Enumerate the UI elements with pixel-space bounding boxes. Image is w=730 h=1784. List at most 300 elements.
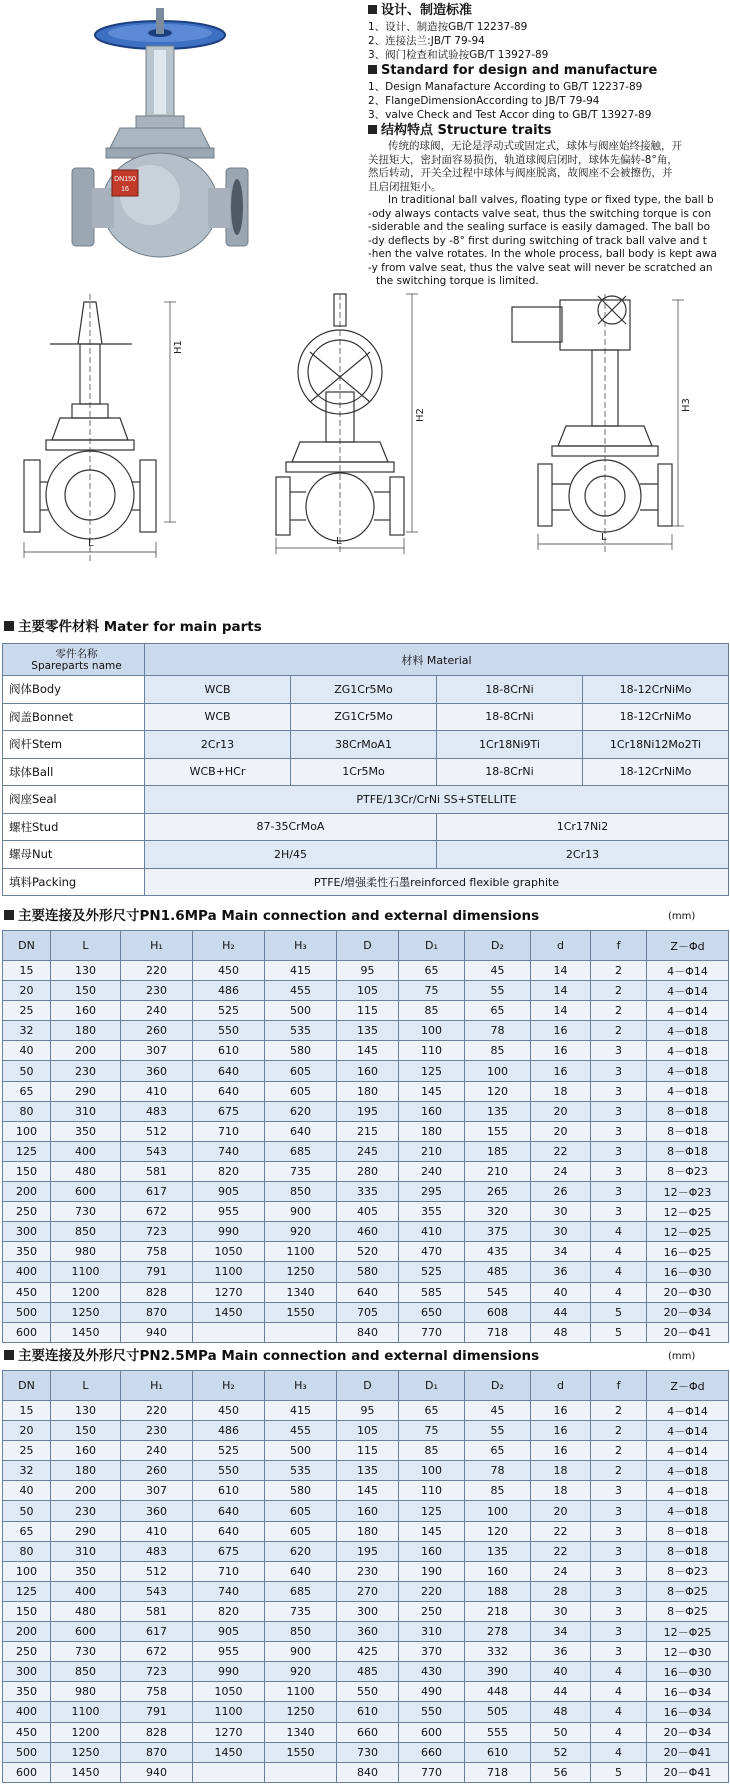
table-row	[3, 1101, 729, 1121]
table-cell: 3	[591, 1581, 647, 1601]
table-cell: 12－Φ25	[647, 1222, 729, 1242]
drawing-handwheel	[24, 294, 176, 562]
table-cell: 34	[531, 1622, 591, 1642]
table-cell: 20－Φ34	[647, 1302, 729, 1322]
table-cell: 25	[3, 1001, 51, 1021]
table-row	[3, 1021, 729, 1041]
table-cell: 955	[193, 1642, 265, 1662]
table-cell: 20－Φ30	[647, 1282, 729, 1302]
table-cell: 16	[531, 1441, 591, 1461]
table-cell: 40	[531, 1282, 591, 1302]
table-cell: 1250	[51, 1742, 121, 1762]
table-cell: 1200	[51, 1722, 121, 1742]
table-cell: 50	[3, 1501, 51, 1521]
table-cell: 95	[337, 961, 399, 981]
table-cell: 18	[531, 1081, 591, 1101]
table-cell: 85	[399, 1441, 465, 1461]
table-row	[3, 1622, 729, 1642]
table-cell: 1450	[51, 1322, 121, 1342]
table-cell: 265	[465, 1182, 531, 1202]
table-cell: 20－Φ34	[647, 1722, 729, 1742]
table-cell: 608	[465, 1302, 531, 1322]
column-header: d	[531, 931, 591, 961]
table-cell: 430	[399, 1662, 465, 1682]
table-cell: 640	[193, 1521, 265, 1541]
column-header: D₂	[465, 931, 531, 961]
table-cell: 105	[337, 981, 399, 1001]
material-cell: 2H/45	[145, 841, 437, 869]
table-cell: 4	[591, 1742, 647, 1762]
technical-drawings	[0, 292, 730, 602]
material-cell: ZG1Cr5Mo	[291, 676, 437, 704]
table-cell: 240	[399, 1161, 465, 1181]
table-cell: 3	[591, 1061, 647, 1081]
table-cell: 8－Φ25	[647, 1581, 729, 1601]
table-cell: 900	[265, 1642, 337, 1662]
table-cell: 115	[337, 1001, 399, 1021]
table-cell: 920	[265, 1222, 337, 1242]
table-cell: 355	[399, 1202, 465, 1222]
table-cell: 15	[3, 961, 51, 981]
table-row	[3, 1601, 729, 1621]
table-cell: 685	[265, 1141, 337, 1161]
table-cell: 486	[193, 981, 265, 1001]
table-cell: 160	[399, 1101, 465, 1121]
table-cell: 791	[121, 1262, 193, 1282]
table-cell: 160	[337, 1501, 399, 1521]
table-cell: 360	[121, 1061, 193, 1081]
table-cell: 650	[399, 1302, 465, 1322]
table-cell: 2	[591, 961, 647, 981]
traits-en-line: -dy deflects by -8° first during switching of track ball valve and t	[368, 234, 707, 247]
table-cell: 730	[337, 1742, 399, 1762]
table-cell: 460	[337, 1222, 399, 1242]
table-cell: 850	[51, 1222, 121, 1242]
table-cell: 85	[399, 1001, 465, 1021]
table-cell: 483	[121, 1101, 193, 1121]
table-cell: 200	[51, 1481, 121, 1501]
table-cell: 135	[337, 1461, 399, 1481]
table-cell: 1550	[265, 1742, 337, 1762]
table-cell: 500	[265, 1001, 337, 1021]
table-cell: 620	[265, 1541, 337, 1561]
table-row	[3, 1441, 729, 1461]
column-header: D₂	[465, 1371, 531, 1401]
table-cell: 44	[531, 1682, 591, 1702]
table-cell: 5	[591, 1762, 647, 1782]
table-cell: 390	[465, 1662, 531, 1682]
table-cell: 100	[399, 1461, 465, 1481]
table-row	[3, 1461, 729, 1481]
table-cell: 870	[121, 1302, 193, 1322]
table-cell: 135	[465, 1541, 531, 1561]
pn16-dimension-table	[2, 930, 729, 1343]
column-header: H₂	[193, 931, 265, 961]
table-row	[3, 1702, 729, 1722]
table-cell: 2	[591, 1421, 647, 1441]
table-cell: 400	[3, 1262, 51, 1282]
table-cell: 22	[531, 1521, 591, 1541]
h3-label: H3	[681, 398, 692, 412]
table-cell: 512	[121, 1121, 193, 1141]
nameplate-pn: 16	[121, 186, 129, 193]
table-cell: 1270	[193, 1282, 265, 1302]
traits-cn-line: 传统的球阀，无论是浮动式或固定式，球体与阀座始终接触，开	[388, 140, 682, 152]
table-cell: 260	[121, 1461, 193, 1481]
table-cell: 115	[337, 1441, 399, 1461]
table-row	[3, 961, 729, 981]
table-row	[3, 1662, 729, 1682]
material-cell: 1Cr17Ni2	[437, 813, 729, 841]
table-cell: 605	[265, 1501, 337, 1521]
table-cell: 450	[193, 1401, 265, 1421]
table-cell: 730	[51, 1642, 121, 1662]
table-cell: 620	[265, 1101, 337, 1121]
table-cell: 1450	[193, 1302, 265, 1322]
table-cell: 220	[121, 961, 193, 981]
table-cell: 1200	[51, 1282, 121, 1302]
table-row	[3, 1061, 729, 1081]
table-cell: 550	[399, 1702, 465, 1722]
table-cell: 600	[51, 1182, 121, 1202]
table-cell: 3	[591, 1202, 647, 1222]
design-cn-line: 1、设计、制造按GB/T 12237-89	[368, 21, 528, 33]
table-cell: 375	[465, 1222, 531, 1242]
table-cell: 1100	[51, 1702, 121, 1722]
column-header: d	[531, 1371, 591, 1401]
table-cell: 230	[337, 1561, 399, 1581]
table-cell: 770	[399, 1322, 465, 1342]
column-header: Z－Φd	[647, 1371, 729, 1401]
table-row	[3, 1642, 729, 1662]
table-cell: 20	[3, 981, 51, 1001]
table-cell: 3	[591, 1161, 647, 1181]
table-cell: 200	[51, 1041, 121, 1061]
table-cell: 486	[193, 1421, 265, 1441]
table-cell: 125	[3, 1581, 51, 1601]
table-cell: 20	[3, 1421, 51, 1441]
material-cell: 18-8CrNi	[437, 676, 583, 704]
table-cell: 410	[121, 1521, 193, 1541]
design-cn-line: 2、连接法兰:JB/T 79-94	[368, 35, 485, 47]
table-cell: 20	[531, 1501, 591, 1521]
table-cell: 1270	[193, 1722, 265, 1742]
table-cell: 820	[193, 1161, 265, 1181]
table-cell: 550	[193, 1461, 265, 1481]
table-cell: 48	[531, 1702, 591, 1722]
table-cell: 400	[3, 1702, 51, 1722]
table-cell: 1100	[51, 1262, 121, 1282]
table-cell: 675	[193, 1541, 265, 1561]
table-cell: 710	[193, 1561, 265, 1581]
table-cell: 34	[531, 1242, 591, 1262]
table-cell: 660	[399, 1742, 465, 1762]
column-header: H₃	[265, 931, 337, 961]
table-cell: 675	[193, 1101, 265, 1121]
traits-en-line: -hen the valve rotates. In the whole process, ball body is kept awa	[368, 248, 717, 260]
table-cell: 100	[399, 1021, 465, 1041]
table-row	[3, 981, 729, 1001]
traits-en-line: -y from valve seat, thus the valve seat will never be scratched an	[368, 261, 713, 274]
table-cell: 200	[3, 1182, 51, 1202]
table-cell: 850	[265, 1182, 337, 1202]
table-row	[3, 786, 729, 814]
table-cell: 30	[531, 1202, 591, 1222]
table-cell: 350	[51, 1561, 121, 1581]
table-cell: 710	[193, 1121, 265, 1141]
part-name: 阀座Seal	[3, 786, 145, 814]
table-row	[3, 1722, 729, 1742]
table-cell: 125	[399, 1061, 465, 1081]
table-cell: 8－Φ23	[647, 1561, 729, 1581]
table-cell: 470	[399, 1242, 465, 1262]
material-cell: ZG1Cr5Mo	[291, 703, 437, 731]
table-cell: 100	[465, 1501, 531, 1521]
table-cell: 718	[465, 1762, 531, 1782]
column-header: DN	[3, 1371, 51, 1401]
table-cell: 4－Φ14	[647, 961, 729, 981]
table-cell: 550	[337, 1682, 399, 1702]
table-cell: 640	[193, 1501, 265, 1521]
table-cell: 1340	[265, 1722, 337, 1742]
table-cell: 125	[399, 1501, 465, 1521]
table-cell: 735	[265, 1161, 337, 1181]
table-cell: 4	[591, 1682, 647, 1702]
table-row	[3, 1161, 729, 1181]
table-cell: 955	[193, 1202, 265, 1222]
table-cell: 78	[465, 1021, 531, 1041]
table-cell: 36	[531, 1642, 591, 1662]
traits-en-line: -ody always contacts valve seat, thus the switching torque is con	[368, 207, 712, 220]
table-cell: 310	[51, 1541, 121, 1561]
table-cell: 581	[121, 1601, 193, 1621]
table-cell: 840	[337, 1762, 399, 1782]
table-cell: 220	[121, 1401, 193, 1421]
table-cell: 300	[3, 1222, 51, 1242]
table-row	[3, 731, 729, 759]
table-cell: 22	[531, 1541, 591, 1561]
table-cell: 3	[591, 1541, 647, 1561]
table-cell: 4－Φ18	[647, 1041, 729, 1061]
table-cell: 610	[465, 1742, 531, 1762]
table-cell: 350	[3, 1682, 51, 1702]
table-cell: 300	[337, 1601, 399, 1621]
table-cell: 410	[399, 1222, 465, 1242]
table-cell: 415	[265, 961, 337, 981]
table-cell: 3	[591, 1501, 647, 1521]
table-cell: 828	[121, 1722, 193, 1742]
table-cell: 450	[193, 961, 265, 981]
table-cell: 3	[591, 1481, 647, 1501]
table-cell: 230	[121, 981, 193, 1001]
table-cell: 55	[465, 981, 531, 1001]
column-header: D	[337, 1371, 399, 1401]
table-cell: 600	[51, 1622, 121, 1642]
material-cell: 38CrMoA1	[291, 731, 437, 759]
table-cell: 4－Φ18	[647, 1461, 729, 1481]
table-cell: 455	[265, 981, 337, 1001]
column-header: D	[337, 931, 399, 961]
pn25-unit: (mm)	[668, 1351, 696, 1362]
table-cell: 617	[121, 1182, 193, 1202]
column-header: L	[51, 1371, 121, 1401]
table-cell: 120	[465, 1081, 531, 1101]
column-header: H₃	[265, 1371, 337, 1401]
design-en-line: 1、Design Manafacture According to GB/T 12237-89	[368, 81, 643, 93]
table-row	[3, 868, 729, 896]
table-cell: 525	[193, 1441, 265, 1461]
table-cell: 160	[399, 1541, 465, 1561]
table-cell: 8－Φ23	[647, 1161, 729, 1181]
l2-label: L	[336, 536, 342, 547]
table-cell: 20－Φ41	[647, 1322, 729, 1342]
table-cell: 1050	[193, 1682, 265, 1702]
table-cell: 360	[121, 1501, 193, 1521]
table-cell: 155	[465, 1121, 531, 1141]
table-cell: 65	[3, 1521, 51, 1541]
table-cell: 250	[3, 1202, 51, 1222]
table-cell: 4	[591, 1702, 647, 1722]
table-cell: 22	[531, 1141, 591, 1161]
table-cell: 218	[465, 1601, 531, 1621]
table-cell: 210	[399, 1141, 465, 1161]
table-cell: 180	[399, 1121, 465, 1141]
table-cell	[265, 1762, 337, 1782]
table-row	[3, 1421, 729, 1441]
table-header-row	[3, 931, 729, 961]
table-cell: 520	[337, 1242, 399, 1262]
table-cell: 3	[591, 1141, 647, 1161]
part-name: 螺柱Stud	[3, 813, 145, 841]
table-cell: 350	[3, 1242, 51, 1262]
table-cell: 4－Φ14	[647, 981, 729, 1001]
table-cell: 500	[3, 1742, 51, 1762]
table-cell: 505	[465, 1702, 531, 1722]
table-cell	[193, 1322, 265, 1342]
table-row	[3, 1242, 729, 1262]
table-cell: 1340	[265, 1282, 337, 1302]
table-cell: 610	[193, 1041, 265, 1061]
table-cell: 2	[591, 1401, 647, 1421]
table-cell: 65	[465, 1441, 531, 1461]
table-cell: 685	[265, 1581, 337, 1601]
parts-table	[2, 643, 729, 896]
column-header: H₁	[121, 931, 193, 961]
material-cell: WCB+HCr	[145, 758, 291, 786]
table-cell: 75	[399, 1421, 465, 1441]
table-cell: 448	[465, 1682, 531, 1702]
design-cn-line: 3、阀门检查和试验按GB/T 13927-89	[368, 49, 549, 61]
table-cell: 1050	[193, 1242, 265, 1262]
table-cell: 55	[465, 1421, 531, 1441]
table-cell: 85	[465, 1481, 531, 1501]
part-name: 阀杆Stem	[3, 731, 145, 759]
table-cell: 16	[531, 1401, 591, 1421]
table-cell: 425	[337, 1642, 399, 1662]
part-name: 球体Ball	[3, 758, 145, 786]
l1-label: L	[88, 538, 94, 549]
table-cell: 543	[121, 1581, 193, 1601]
table-cell: 610	[337, 1702, 399, 1722]
nameplate-dn: DN150	[114, 176, 136, 183]
table-cell: 52	[531, 1742, 591, 1762]
table-row	[3, 813, 729, 841]
table-cell: 332	[465, 1642, 531, 1662]
header-name-cn: 零件名称	[55, 647, 98, 660]
table-row	[3, 1121, 729, 1141]
table-cell: 240	[121, 1441, 193, 1461]
l3-label: L	[601, 532, 607, 543]
material-cell: 2Cr13	[145, 731, 291, 759]
table-row	[3, 1401, 729, 1421]
traits-cn-line: 然后转动，开关全过程中球体与阀座脱离，故阀座不会被擦伤，并	[368, 167, 673, 179]
table-cell: 350	[51, 1121, 121, 1141]
table-cell: 250	[3, 1642, 51, 1662]
traits-cn-line: 且启闭扭矩小。	[368, 180, 442, 193]
material-cell: 18-12CrNiMo	[583, 703, 729, 731]
table-cell: 3	[591, 1121, 647, 1141]
table-cell: 180	[337, 1521, 399, 1541]
table-cell: 4	[591, 1242, 647, 1262]
table-row	[3, 1081, 729, 1101]
table-cell: 550	[193, 1021, 265, 1041]
table-cell: 105	[337, 1421, 399, 1441]
table-row	[3, 841, 729, 869]
table-cell: 230	[51, 1061, 121, 1081]
table-cell: 30	[531, 1222, 591, 1242]
table-cell: 4－Φ14	[647, 1001, 729, 1021]
table-cell: 740	[193, 1141, 265, 1161]
material-cell: 18-8CrNi	[437, 703, 583, 731]
table-cell: 110	[399, 1041, 465, 1061]
table-cell: 110	[399, 1481, 465, 1501]
table-cell: 730	[51, 1202, 121, 1222]
material-cell: 1Cr18Ni9Ti	[437, 731, 583, 759]
table-cell: 45	[465, 961, 531, 981]
table-cell: 310	[51, 1101, 121, 1121]
table-cell: 290	[51, 1081, 121, 1101]
table-cell: 2	[591, 1441, 647, 1461]
table-cell: 370	[399, 1642, 465, 1662]
table-cell: 260	[121, 1021, 193, 1041]
table-row	[3, 1001, 729, 1021]
table-cell: 4	[591, 1222, 647, 1242]
table-cell: 485	[465, 1262, 531, 1282]
column-header: L	[51, 931, 121, 961]
table-cell: 120	[465, 1521, 531, 1541]
table-cell: 905	[193, 1182, 265, 1202]
table-cell	[193, 1762, 265, 1782]
table-cell: 45	[465, 1401, 531, 1421]
table-cell: 580	[265, 1041, 337, 1061]
table-cell: 1450	[193, 1742, 265, 1762]
material-cell: PTFE/13Cr/CrNi SS+STELLITE	[145, 786, 729, 814]
table-cell: 145	[399, 1081, 465, 1101]
table-cell: 180	[51, 1021, 121, 1041]
traits-en-line: In traditional ball valves, floating type or fixed type, the ball b	[388, 194, 714, 206]
table-cell: 75	[399, 981, 465, 1001]
table-cell: 130	[51, 1401, 121, 1421]
table-cell: 828	[121, 1282, 193, 1302]
table-cell: 435	[465, 1242, 531, 1262]
table-cell: 36	[531, 1262, 591, 1282]
table-cell: 735	[265, 1601, 337, 1621]
table-cell: 820	[193, 1601, 265, 1621]
table-cell: 18	[531, 1481, 591, 1501]
table-cell: 270	[337, 1581, 399, 1601]
drawing-actuator	[512, 294, 684, 552]
table-cell: 4	[591, 1722, 647, 1742]
